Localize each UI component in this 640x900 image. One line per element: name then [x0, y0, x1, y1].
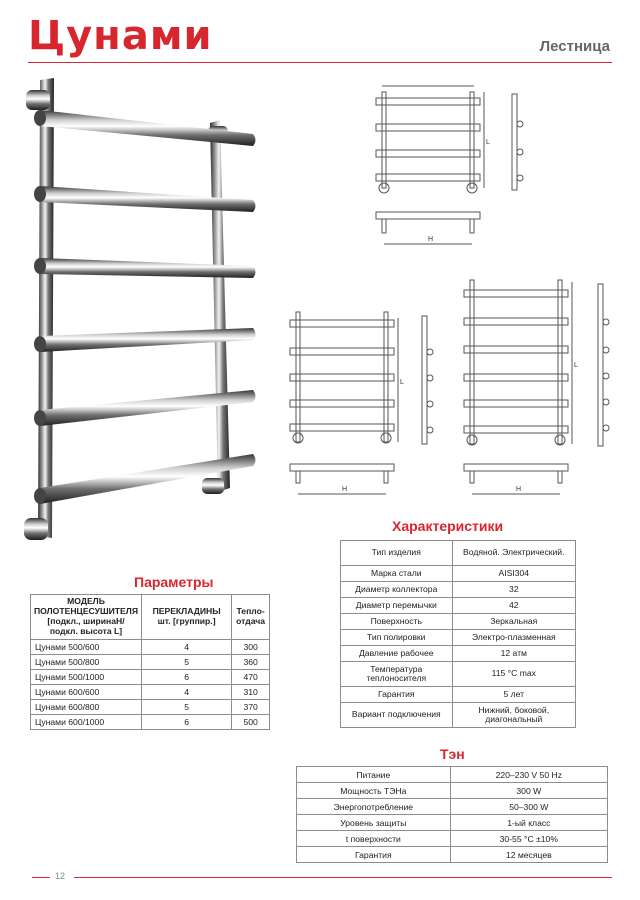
dim-l-label: L: [574, 362, 578, 369]
spec-label: Температура теплоносителя: [341, 662, 453, 687]
dim-h-label: H: [342, 486, 348, 493]
table-row: [31, 700, 270, 715]
model-cell: Цунами 600/600: [31, 685, 142, 700]
ten-value: 300 W: [450, 783, 607, 799]
ten-label: Мощность ТЭНа: [297, 783, 451, 799]
model-cell: Цунами 500/600: [31, 640, 142, 655]
table-row: [31, 715, 270, 730]
table-row: [297, 815, 608, 831]
category-label: Лестница: [539, 38, 610, 55]
ten-title: Тэн: [440, 746, 465, 762]
table-row: [341, 598, 576, 614]
spec-value: 115 °C max: [452, 662, 575, 687]
heat-cell: 370: [232, 700, 270, 715]
spec-label: Марка стали: [341, 566, 453, 582]
spec-label: Поверхность: [341, 614, 453, 630]
footer-rule-right: [74, 877, 612, 878]
table-row: [341, 630, 576, 646]
ten-value: 220–230 V 50 Hz: [450, 767, 607, 783]
rungs-cell: 4: [142, 640, 232, 655]
brand-title: Цунами: [28, 13, 213, 59]
col-rungs-header: ПЕРЕКЛАДИНЫ шт. [группир.]: [142, 595, 232, 640]
rungs-cell: 4: [142, 685, 232, 700]
header-rule: [28, 62, 612, 63]
rungs-cell: 6: [142, 715, 232, 730]
spec-value: 5 лет: [452, 687, 575, 703]
table-row: [297, 783, 608, 799]
spec-label: Тип полировки: [341, 630, 453, 646]
spec-value: Электро-плазменная: [452, 630, 575, 646]
table-row: [297, 847, 608, 863]
drawing-small: [372, 84, 536, 256]
heat-cell: 470: [232, 670, 270, 685]
dim-l-label: L: [486, 139, 490, 146]
ten-table: [296, 766, 608, 863]
model-cell: Цунами 600/1000: [31, 715, 142, 730]
product-photo: [18, 68, 273, 548]
spec-value: Нижний, боковой, диагональный: [452, 703, 575, 728]
spec-label: Вариант подключения: [341, 703, 453, 728]
ten-value: 12 месяцев: [450, 847, 607, 863]
model-cell: Цунами 500/1000: [31, 670, 142, 685]
model-cell: Цунами 600/800: [31, 700, 142, 715]
ten-label: Гарантия: [297, 847, 451, 863]
heat-cell: 500: [232, 715, 270, 730]
ten-value: 50–300 W: [450, 799, 607, 815]
ten-label: Питание: [297, 767, 451, 783]
params-table: [30, 594, 270, 730]
heat-cell: 310: [232, 685, 270, 700]
drawing-large: [460, 272, 620, 504]
table-row: [297, 799, 608, 815]
table-row: [341, 566, 576, 582]
specs-table: [340, 540, 576, 728]
ten-label: t поверхности: [297, 831, 451, 847]
drawing-medium: [286, 304, 442, 504]
table-row: [341, 541, 576, 566]
table-row: [341, 646, 576, 662]
table-row: [297, 767, 608, 783]
rungs-cell: 6: [142, 670, 232, 685]
footer-rule-left: [32, 877, 50, 878]
table-row: [31, 670, 270, 685]
ten-value: 30-55 °C ±10%: [450, 831, 607, 847]
page-number: 12: [55, 871, 66, 881]
spec-value: AISI304: [452, 566, 575, 582]
table-row: [341, 582, 576, 598]
spec-label: Диаметр перемычки: [341, 598, 453, 614]
spec-value: Зеркальная: [452, 614, 575, 630]
dim-h-label: H: [428, 236, 434, 243]
specs-title: Характеристики: [392, 518, 504, 534]
ten-label: Уровень защиты: [297, 815, 451, 831]
ten-label: Энергопотребление: [297, 799, 451, 815]
ten-value: 1-ый класс: [450, 815, 607, 831]
table-row: [341, 703, 576, 728]
heat-cell: 300: [232, 640, 270, 655]
spec-value: 12 атм: [452, 646, 575, 662]
spec-value: 32: [452, 582, 575, 598]
model-cell: Цунами 500/800: [31, 655, 142, 670]
table-row: [297, 831, 608, 847]
table-row: [341, 614, 576, 630]
rungs-cell: 5: [142, 655, 232, 670]
dim-h-label: H: [516, 486, 522, 493]
rungs-cell: 5: [142, 700, 232, 715]
table-row: [31, 655, 270, 670]
table-header-row: [31, 595, 270, 640]
spec-label: Давление рабочее: [341, 646, 453, 662]
heat-cell: 360: [232, 655, 270, 670]
spec-label: Диаметр коллектора: [341, 582, 453, 598]
table-row: [341, 662, 576, 687]
col-model-header: МОДЕЛЬ ПОЛОТЕНЦЕСУШИТЕЛЯ [подкл., ширинаН/ подкл. высота L]: [31, 595, 142, 640]
table-row: [341, 687, 576, 703]
spec-label: Тип изделия: [341, 541, 453, 566]
spec-label: Гарантия: [341, 687, 453, 703]
spec-value: 42: [452, 598, 575, 614]
table-row: [31, 685, 270, 700]
table-row: [31, 640, 270, 655]
dim-l-label: L: [400, 379, 404, 386]
spec-value: Водяной. Электрический.: [452, 541, 575, 566]
col-heat-header: Тепло-отдача: [232, 595, 270, 640]
params-title: Параметры: [134, 574, 214, 590]
